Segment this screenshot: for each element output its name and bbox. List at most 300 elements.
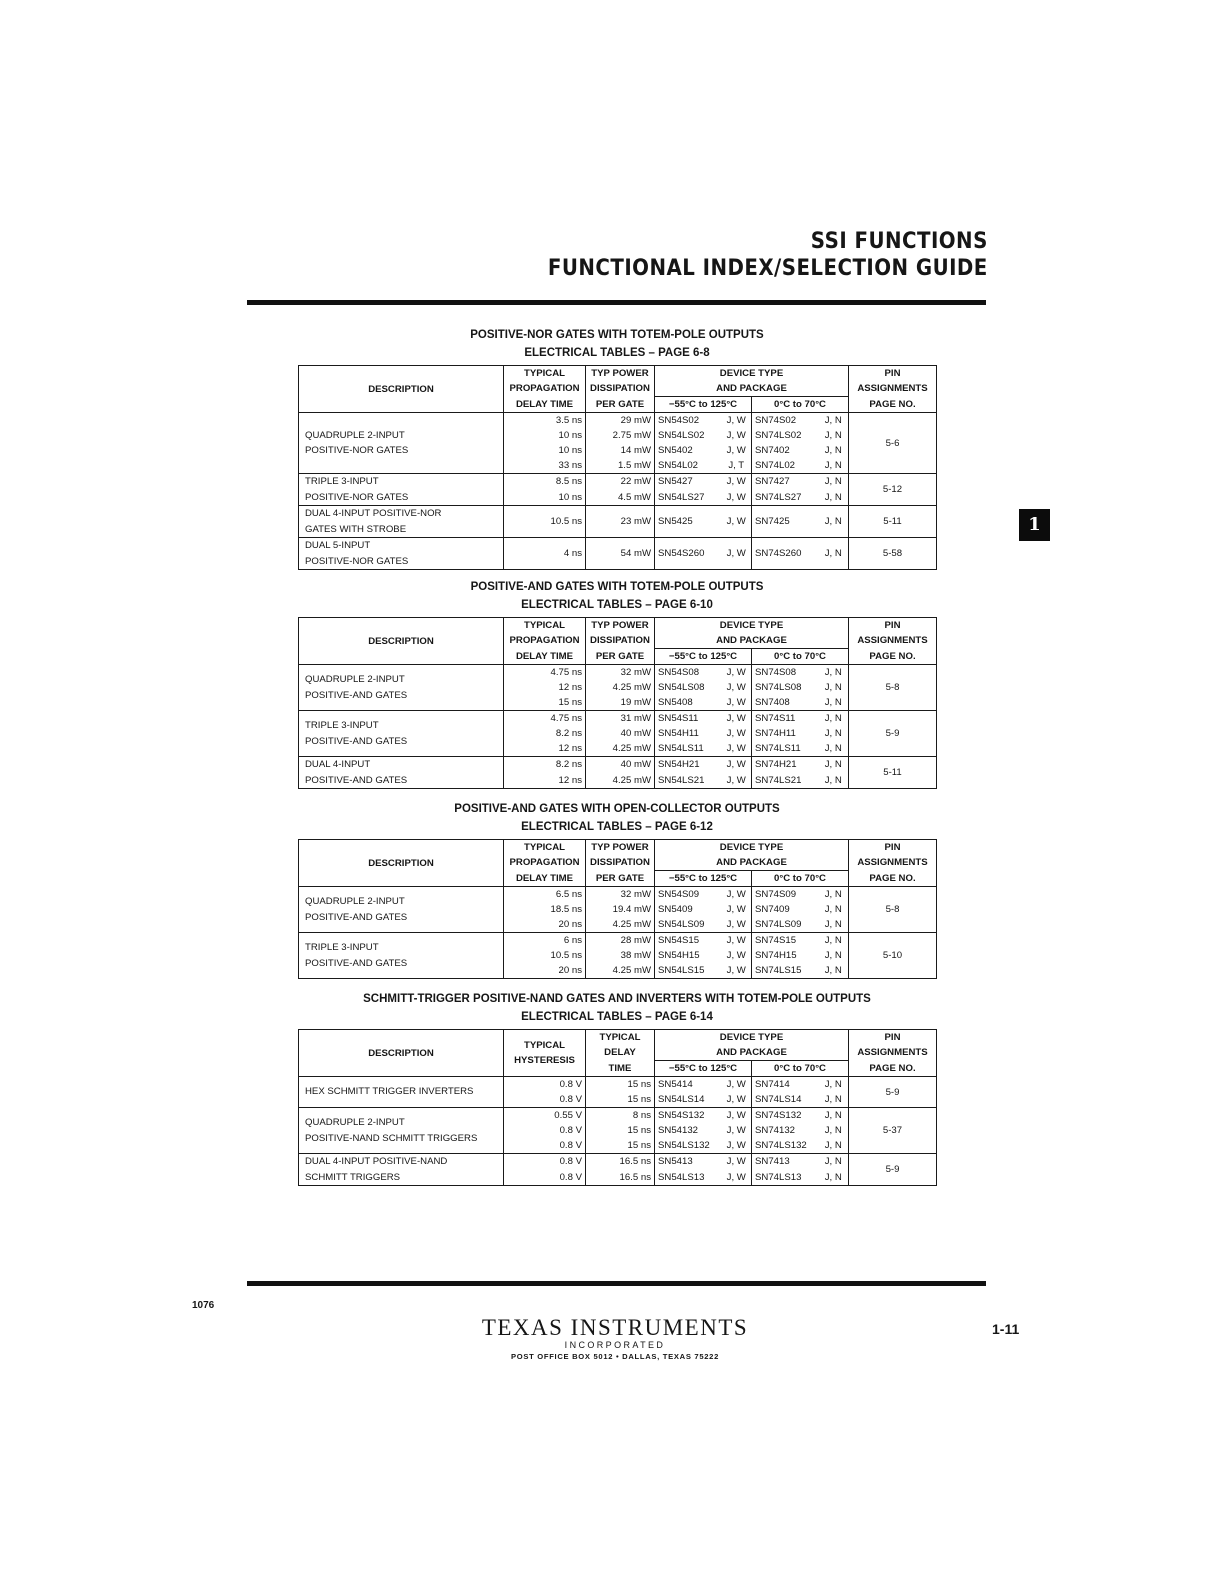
description-line: TRIPLE 3-INPUT: [305, 476, 379, 487]
cell-com-device: SN74LS09: [752, 917, 819, 933]
cell-col2: 8.5 ns: [504, 474, 586, 490]
cell-com-device: SN7427: [752, 474, 819, 490]
cell-mil-package: J, W: [722, 711, 752, 727]
cell-mil-package: J, W: [726, 919, 746, 930]
cell-col2: 10 ns: [504, 490, 586, 506]
col-header-power: TYPICAL: [586, 1030, 655, 1046]
cell-col2: 10.5 ns: [504, 506, 586, 538]
cell-mil-device: SN54S260: [655, 538, 722, 570]
pin-page: 5-12: [849, 474, 937, 506]
pin-page: 5-8: [849, 665, 937, 711]
cell-com-package: J, N: [824, 965, 842, 976]
cell-col2: 15 ns: [504, 695, 586, 711]
cell-com-package: J, N: [824, 950, 842, 961]
cell-com-device: SN74LS21: [752, 773, 819, 789]
cell-mil-package: J, W: [726, 743, 746, 754]
col-header-power: DELAY: [586, 1045, 655, 1061]
table-row: [299, 1077, 937, 1093]
cell-mil-package: J, W: [726, 1140, 746, 1151]
col-header-delay: DELAY TIME: [504, 649, 586, 665]
cell-com-package: J, N: [824, 445, 842, 456]
col-header-pin: PIN: [849, 1030, 937, 1046]
cell-com-package: J, N: [824, 1171, 842, 1183]
cell-col3: 22 mW: [586, 474, 655, 490]
cell-col2: 10.5 ns: [504, 948, 586, 963]
cell-com-device: SN74S15: [752, 933, 819, 949]
col-header-delay: PROPAGATION: [504, 855, 586, 871]
col-header-and-package: AND PACKAGE: [655, 1045, 849, 1061]
cell-col3: 28 mW: [586, 933, 655, 949]
cell-col2: 4.75 ns: [504, 665, 586, 681]
cell-col3: 40 mW: [586, 757, 655, 773]
cell-col2: 0.8 V: [504, 1138, 586, 1154]
bottom-rule: [247, 1281, 986, 1286]
cell-mil-package: J, W: [726, 904, 746, 915]
cell-col3: 29 mW: [586, 413, 655, 429]
cell-com-package: J, N: [824, 919, 842, 930]
cell-mil-package: J, W: [726, 697, 746, 708]
header-title-line1: SSI FUNCTIONS: [811, 229, 988, 254]
cell-col2: 20 ns: [504, 963, 586, 979]
cell-col3: 4.25 mW: [586, 917, 655, 933]
col-header-power: TYP POWER: [586, 840, 655, 856]
device-description: [299, 1077, 504, 1108]
description-line: GATES WITH STROBE: [305, 523, 407, 535]
header-title-line2: FUNCTIONAL INDEX/SELECTION GUIDE: [548, 256, 988, 281]
cell-mil-device: SN5408: [655, 695, 722, 711]
pin-page: 5-58: [849, 538, 937, 570]
section-schmitt-trigger: [298, 990, 936, 1186]
cell-col3: 19 mW: [586, 695, 655, 711]
cell-com-device: SN74LS132: [752, 1138, 819, 1154]
col-header-and-package: AND PACKAGE: [655, 633, 849, 649]
col-header-power: DISSIPATION: [586, 633, 655, 649]
col-header-military-range: −55°C to 125°C: [655, 1061, 752, 1077]
description-line: QUADRUPLE 2-INPUT: [305, 674, 405, 685]
cell-col3: 23 mW: [586, 506, 655, 538]
device-description: [299, 474, 504, 506]
table-row: [299, 665, 937, 681]
col-header-military-range: −55°C to 125°C: [655, 397, 752, 413]
cell-mil-package: J, W: [726, 889, 746, 900]
selection-table: [298, 1029, 937, 1186]
table-row: [299, 757, 937, 773]
cell-mil-package: J, W: [726, 965, 746, 976]
page-number: 1-11: [992, 1321, 1020, 1337]
cell-com-device: SN7414: [752, 1077, 819, 1093]
cell-mil-package: J, W: [726, 1079, 746, 1090]
cell-mil-device: SN54LS132: [655, 1138, 722, 1154]
cell-col3: 8 ns: [586, 1108, 655, 1124]
col-header-device-type: DEVICE TYPE: [655, 366, 849, 382]
cell-com-package: J, N: [819, 1154, 849, 1170]
col-header-delay: TYPICAL: [504, 840, 586, 856]
table-row: [299, 538, 937, 570]
col-header-power: DISSIPATION: [586, 381, 655, 397]
description-line: TRIPLE 3-INPUT: [305, 942, 379, 953]
cell-col3: 40 mW: [586, 726, 655, 741]
description-line: DUAL 4-INPUT POSITIVE-NAND: [305, 1156, 448, 1167]
cell-com-device: SN74H15: [752, 948, 819, 963]
cell-com-package: J, N: [824, 743, 842, 754]
cell-com-device: SN7408: [752, 695, 819, 711]
cell-com-device: SN74S02: [752, 413, 819, 429]
cell-com-device: SN74LS08: [752, 680, 819, 695]
col-header-hysteresis: [504, 1030, 586, 1077]
cell-com-package: J, N: [824, 460, 842, 471]
cell-col2: 12 ns: [504, 773, 586, 789]
cell-col3: 54 mW: [586, 538, 655, 570]
cell-com-device: SN74132: [752, 1123, 819, 1138]
cell-com-device: SN7425: [752, 506, 819, 538]
cell-col2: 12 ns: [504, 741, 586, 757]
cell-com-package: J, N: [824, 430, 842, 441]
col-header-device-type: DEVICE TYPE: [655, 618, 849, 634]
col-header-device-type: DEVICE TYPE: [655, 840, 849, 856]
cell-mil-device: SN54S02: [655, 413, 722, 429]
section-subtitle: ELECTRICAL TABLES – PAGE 6-10: [521, 599, 713, 611]
table-row: [299, 933, 937, 949]
cell-col2: 0.8 V: [504, 1092, 586, 1108]
col-header-assignments: ASSIGNMENTS: [849, 381, 937, 397]
description-line: POSITIVE-AND GATES: [305, 774, 408, 786]
cell-mil-package: J, W: [726, 430, 746, 441]
col-header-power: TYP POWER: [586, 618, 655, 634]
col-header-pin: PIN: [849, 366, 937, 382]
section-tab: 1: [1019, 509, 1050, 541]
cell-mil-device: SN5402: [655, 443, 722, 458]
cell-mil-device: SN54S132: [655, 1108, 722, 1124]
cell-col2: 0.8 V: [504, 1123, 586, 1138]
cell-com-device: SN74S09: [752, 887, 819, 903]
cell-col3: 16.5 ns: [586, 1170, 655, 1186]
cell-col2: 4 ns: [504, 538, 586, 570]
cell-mil-package: J, W: [722, 1108, 752, 1124]
cell-col3: 4.25 mW: [586, 773, 655, 789]
cell-com-device: SN74S132: [752, 1108, 819, 1124]
table-row: [299, 506, 937, 538]
cell-mil-package: J, W: [726, 682, 746, 693]
cell-col2: 3.5 ns: [504, 413, 586, 429]
description-line: DUAL 4-INPUT POSITIVE-NOR: [305, 508, 442, 519]
cell-mil-device: SN54LS15: [655, 963, 722, 979]
cell-mil-device: SN54LS27: [655, 490, 722, 506]
description-line: DUAL 5-INPUT: [305, 540, 371, 551]
cell-mil-device: SN54H11: [655, 726, 722, 741]
description-line: POSITIVE-NOR GATES: [305, 555, 409, 567]
col-header-description: DESCRIPTION: [299, 618, 504, 665]
cell-col2: 10 ns: [504, 443, 586, 458]
cell-col3: 19.4 mW: [586, 902, 655, 917]
cell-com-package: J, N: [824, 904, 842, 915]
cell-col3: 15 ns: [586, 1077, 655, 1093]
selection-table: [298, 839, 937, 979]
cell-col3: 31 mW: [586, 711, 655, 727]
cell-mil-device: SN54132: [655, 1123, 722, 1138]
cell-col3: 4.25 mW: [586, 741, 655, 757]
cell-com-package: J, N: [819, 1108, 849, 1124]
description-line: DUAL 4-INPUT: [305, 759, 371, 770]
col-header-assignments: ASSIGNMENTS: [849, 633, 937, 649]
cell-col2: 10 ns: [504, 428, 586, 443]
cell-mil-package: J, W: [726, 728, 746, 739]
cell-mil-device: SN54LS14: [655, 1092, 722, 1108]
col-header-power: TYP POWER: [586, 366, 655, 382]
cell-com-device: SN74L02: [752, 458, 819, 474]
section-positive-nor: [298, 326, 936, 570]
cell-com-package: J, N: [824, 697, 842, 708]
cell-mil-device: SN5427: [655, 474, 722, 490]
cell-col3: 1.5 mW: [586, 458, 655, 474]
description-line: POSITIVE-NAND SCHMITT TRIGGERS: [305, 1132, 478, 1144]
description-line: HEX SCHMITT TRIGGER INVERTERS: [305, 1086, 474, 1098]
section-title: SCHMITT-TRIGGER POSITIVE-NAND GATES AND INVERTERS WITH TOTEM-POLE OUTPUTS: [363, 993, 871, 1005]
description-line: SCHMITT TRIGGERS: [305, 1171, 401, 1183]
cell-mil-package: J, T: [728, 460, 745, 471]
cell-mil-device: SN54LS21: [655, 773, 722, 789]
cell-com-package: J, N: [819, 538, 849, 570]
description-line: QUADRUPLE 2-INPUT: [305, 1117, 405, 1128]
cell-com-package: J, N: [824, 774, 842, 786]
cell-col3: 38 mW: [586, 948, 655, 963]
col-header-description: DESCRIPTION: [299, 366, 504, 413]
description-line: QUADRUPLE 2-INPUT: [305, 896, 405, 907]
device-description: [299, 413, 504, 474]
cell-com-package: J, N: [819, 757, 849, 773]
cell-col2: 6.5 ns: [504, 887, 586, 903]
cell-mil-device: SN5413: [655, 1154, 722, 1170]
company-name: TEXAS INSTRUMENTS: [481, 1315, 749, 1340]
section-subtitle: ELECTRICAL TABLES – PAGE 6-14: [521, 1011, 713, 1023]
cell-mil-package: J, W: [726, 1171, 746, 1183]
cell-col2: 8.2 ns: [504, 726, 586, 741]
cell-mil-device: SN54LS09: [655, 917, 722, 933]
cell-mil-device: SN5425: [655, 506, 722, 538]
company-incorporated: INCORPORATED: [564, 1340, 666, 1350]
col-header-page-no: PAGE NO.: [849, 871, 937, 887]
cell-com-device: SN74H11: [752, 726, 819, 741]
cell-mil-device: SN54S08: [655, 665, 722, 681]
cell-col3: 15 ns: [586, 1092, 655, 1108]
cell-mil-package: J, W: [722, 474, 752, 490]
cell-com-package: J, N: [819, 506, 849, 538]
col-header-delay: PROPAGATION: [504, 381, 586, 397]
cell-col2: 12 ns: [504, 680, 586, 695]
cell-col2: 0.55 V: [504, 1108, 586, 1124]
cell-mil-device: SN54S11: [655, 711, 722, 727]
cell-mil-package: J, W: [726, 774, 746, 786]
cell-col3: 15 ns: [586, 1138, 655, 1154]
pin-page: 5-11: [849, 506, 937, 538]
description-line: POSITIVE-AND GATES: [305, 689, 408, 701]
col-header-and-package: AND PACKAGE: [655, 381, 849, 397]
company-logo: [470, 1316, 760, 1364]
table-row: [299, 711, 937, 727]
cell-mil-device: SN54H15: [655, 948, 722, 963]
cell-com-package: J, N: [824, 667, 842, 678]
cell-com-package: J, N: [824, 491, 842, 503]
pin-page: 5-37: [849, 1108, 937, 1154]
cell-mil-package: J, W: [722, 757, 752, 773]
description-line: POSITIVE-AND GATES: [305, 911, 408, 923]
cell-com-device: SN7409: [752, 902, 819, 917]
col-header-page-no: PAGE NO.: [849, 397, 937, 413]
cell-col2: 0.8 V: [504, 1170, 586, 1186]
col-header-and-package: AND PACKAGE: [655, 855, 849, 871]
device-description: [299, 1154, 504, 1186]
device-description: [299, 538, 504, 570]
col-header-pin: PIN: [849, 618, 937, 634]
cell-col2: 33 ns: [504, 458, 586, 474]
cell-mil-device: SN54H21: [655, 757, 722, 773]
cell-mil-device: SN54LS13: [655, 1170, 722, 1186]
cell-mil-package: J, W: [726, 415, 746, 426]
table-row: [299, 413, 937, 429]
description-line: POSITIVE-NOR GATES: [305, 445, 409, 456]
section-subtitle: ELECTRICAL TABLES – PAGE 6-8: [524, 347, 710, 359]
cell-com-device: SN74LS15: [752, 963, 819, 979]
cell-com-package: J, N: [824, 1094, 842, 1105]
col-header-delay: DELAY TIME: [504, 397, 586, 413]
selection-table: [298, 365, 937, 570]
col-header-delay: TYPICAL: [504, 618, 586, 634]
company-address: POST OFFICE BOX 5012 • DALLAS, TEXAS 75222: [510, 1352, 720, 1361]
col-header-description: DESCRIPTION: [299, 1030, 504, 1077]
cell-com-package: J, N: [824, 1079, 842, 1090]
section-title: POSITIVE-NOR GATES WITH TOTEM-POLE OUTPUTS: [470, 329, 764, 341]
cell-com-package: J, N: [824, 682, 842, 693]
cell-mil-device: SN54LS08: [655, 680, 722, 695]
col-header-hysteresis-line2: HYSTERESIS: [514, 1055, 575, 1066]
col-header-page-no: PAGE NO.: [849, 649, 937, 665]
cell-mil-package: J, W: [722, 1154, 752, 1170]
table-row: [299, 1108, 937, 1124]
section-title: POSITIVE-AND GATES WITH OPEN-COLLECTOR OUTPUTS: [454, 803, 780, 815]
device-description: [299, 506, 504, 538]
section-positive-and-totem: [298, 578, 936, 789]
pin-page: 5-11: [849, 757, 937, 789]
cell-col2: 8.2 ns: [504, 757, 586, 773]
col-header-commercial-range: 0°C to 70°C: [752, 397, 849, 413]
section-subtitle: ELECTRICAL TABLES – PAGE 6-12: [521, 821, 713, 833]
pin-page: 5-10: [849, 933, 937, 979]
cell-mil-package: J, W: [726, 1125, 746, 1136]
col-header-delay: DELAY TIME: [504, 871, 586, 887]
col-header-power: PER GATE: [586, 397, 655, 413]
col-header-device-type: DEVICE TYPE: [655, 1030, 849, 1046]
device-description: [299, 933, 504, 979]
device-description: [299, 711, 504, 757]
table-row: [299, 887, 937, 903]
cell-com-package: J, N: [824, 1140, 842, 1151]
cell-col2: 20 ns: [504, 917, 586, 933]
col-header-power: DISSIPATION: [586, 855, 655, 871]
col-header-power: PER GATE: [586, 871, 655, 887]
cell-mil-device: SN54S09: [655, 887, 722, 903]
col-header-assignments: ASSIGNMENTS: [849, 855, 937, 871]
cell-com-device: SN74LS13: [752, 1170, 819, 1186]
col-header-description: DESCRIPTION: [299, 840, 504, 887]
col-header-pin: PIN: [849, 840, 937, 856]
cell-mil-device: SN54L02: [655, 458, 722, 474]
cell-com-device: SN74S260: [752, 538, 819, 570]
col-header-commercial-range: 0°C to 70°C: [752, 1061, 849, 1077]
cell-mil-device: SN54S15: [655, 933, 722, 949]
section-title: POSITIVE-AND GATES WITH TOTEM-POLE OUTPUTS: [470, 581, 764, 593]
table-row: [299, 1154, 937, 1170]
col-header-delay: PROPAGATION: [504, 633, 586, 649]
selection-table: [298, 617, 937, 789]
cell-mil-package: J, W: [726, 1094, 746, 1105]
cell-col2: 18.5 ns: [504, 902, 586, 917]
footer-code: 1076: [192, 1300, 215, 1311]
cell-col2: 0.8 V: [504, 1077, 586, 1093]
cell-col3: 4.5 mW: [586, 490, 655, 506]
col-header-power: PER GATE: [586, 649, 655, 665]
cell-com-package: J, N: [819, 933, 849, 949]
cell-com-device: SN74LS27: [752, 490, 819, 506]
description-line: QUADRUPLE 2-INPUT: [305, 429, 405, 441]
cell-mil-package: J, W: [726, 445, 746, 456]
device-description: [299, 665, 504, 711]
device-description: [299, 757, 504, 789]
cell-col2: 0.8 V: [504, 1154, 586, 1170]
cell-com-package: J, N: [824, 1125, 842, 1136]
col-header-commercial-range: 0°C to 70°C: [752, 871, 849, 887]
section-positive-and-open-collector: [298, 800, 936, 979]
col-header-commercial-range: 0°C to 70°C: [752, 649, 849, 665]
col-header-delay: TYPICAL: [504, 366, 586, 382]
cell-com-device: SN74LS11: [752, 741, 819, 757]
page-header: [499, 228, 988, 282]
cell-col3: 32 mW: [586, 665, 655, 681]
cell-mil-device: SN54LS11: [655, 741, 722, 757]
cell-mil-device: SN5414: [655, 1077, 722, 1093]
cell-com-package: J, N: [824, 889, 842, 900]
description-line: POSITIVE-NOR GATES: [305, 491, 409, 503]
cell-mil-device: SN54LS02: [655, 428, 722, 443]
cell-mil-package: J, W: [722, 933, 752, 949]
col-header-military-range: −55°C to 125°C: [655, 871, 752, 887]
cell-mil-device: SN5409: [655, 902, 722, 917]
device-description: [299, 1108, 504, 1154]
cell-com-device: SN74H21: [752, 757, 819, 773]
cell-com-package: J, N: [819, 711, 849, 727]
col-header-hysteresis-line1: TYPICAL: [523, 1040, 566, 1051]
cell-mil-package: J, W: [722, 538, 752, 570]
description-line: TRIPLE 3-INPUT: [305, 720, 379, 731]
description-line: POSITIVE-AND GATES: [305, 735, 408, 747]
table-row: [299, 474, 937, 490]
pin-page: 5-9: [849, 711, 937, 757]
cell-com-device: SN74LS14: [752, 1092, 819, 1108]
cell-mil-package: J, W: [722, 506, 752, 538]
col-header-military-range: −55°C to 125°C: [655, 649, 752, 665]
cell-com-package: J, N: [824, 415, 842, 426]
cell-col3: 2.75 mW: [586, 428, 655, 443]
cell-mil-package: J, W: [726, 491, 746, 503]
top-rule: [247, 300, 986, 305]
cell-col3: 4.25 mW: [586, 680, 655, 695]
cell-com-package: J, N: [824, 728, 842, 739]
cell-com-package: J, N: [819, 474, 849, 490]
pin-page: 5-6: [849, 413, 937, 474]
cell-com-device: SN7413: [752, 1154, 819, 1170]
cell-col2: 4.75 ns: [504, 711, 586, 727]
cell-com-device: SN74LS02: [752, 428, 819, 443]
cell-com-device: SN74S11: [752, 711, 819, 727]
cell-mil-package: J, W: [726, 667, 746, 678]
